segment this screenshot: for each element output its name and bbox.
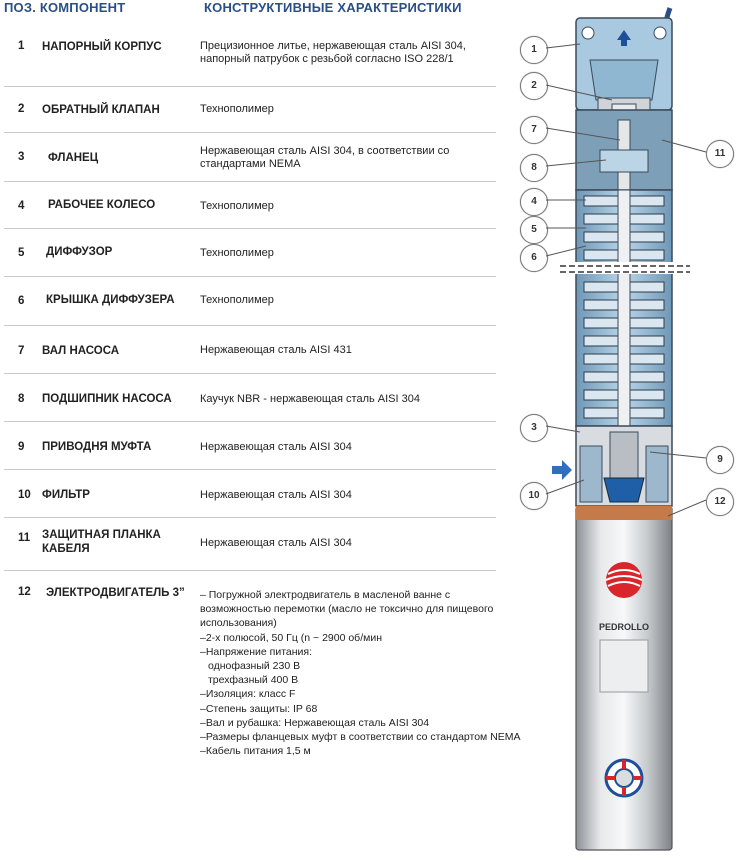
component-desc: Технополимер <box>200 294 274 306</box>
motor-desc-line: трехфазный 400 В <box>208 674 299 687</box>
component-desc: Технополимер <box>200 103 274 115</box>
component-desc: Нержавеющая сталь AISI 304 <box>200 537 352 549</box>
component-name: ПРИВОДНЯ МУФТА <box>42 441 152 453</box>
component-name: ОБРАТНЫЙ КЛАПАН <box>42 104 160 116</box>
callout-3: 3 <box>520 414 548 442</box>
component-desc: Технополимер <box>200 247 274 259</box>
callout-8: 8 <box>520 154 548 182</box>
callout-10: 10 <box>520 482 548 510</box>
component-desc: Нержавеющая сталь AISI 304 <box>200 441 352 453</box>
component-row-3 <box>4 133 496 182</box>
component-row-8 <box>4 374 496 422</box>
component-desc: Каучук NBR - нержавеющая сталь AISI 304 <box>200 393 420 405</box>
inlet-arrow-icon <box>552 460 572 480</box>
header-pos-component: ПОЗ. КОМПОНЕНТ <box>4 0 126 15</box>
component-desc: Нержавеющая сталь AISI 304, в соответствии со стандартами NEMA <box>200 145 450 170</box>
motor-desc-line: –Напряжение питания: <box>200 645 312 658</box>
callout-6: 6 <box>520 244 548 272</box>
brand-text: PEDROLLO <box>598 622 650 632</box>
motor-desc-line: использования) <box>200 617 277 630</box>
header-characteristics: КОНСТРУКТИВНЫЕ ХАРАКТЕРИСТИКИ <box>204 0 462 15</box>
pedrollo-logo <box>606 562 642 598</box>
component-name: ПОДШИПНИК НАСОСА <box>42 393 172 405</box>
callout-12: 12 <box>706 488 734 516</box>
component-desc: Нержавеющая сталь AISI 431 <box>200 344 352 356</box>
component-num: 9 <box>18 441 25 453</box>
callout-4: 4 <box>520 188 548 216</box>
coupling <box>610 432 638 478</box>
component-num: 3 <box>18 151 25 163</box>
component-num: 6 <box>18 295 25 307</box>
component-name: ЗАЩИТНАЯ ПЛАНКА КАБЕЛЯ <box>42 529 161 555</box>
component-desc: Нержавеющая сталь AISI 304 <box>200 489 352 501</box>
motor-desc-line: –2-х полюсой, 50 Гц (n ~ 2900 об/мин <box>200 631 382 644</box>
component-row-11 <box>4 518 496 571</box>
component-row-6 <box>4 277 496 326</box>
component-num: 7 <box>18 345 25 357</box>
component-name: ФИЛЬТР <box>42 489 90 501</box>
motor-desc-line: однофазный 230 В <box>208 660 301 673</box>
component-row-7 <box>4 326 496 374</box>
component-row-5 <box>4 229 496 277</box>
component-name: РАБОЧЕЕ КОЛЕСО <box>48 199 156 211</box>
component-num: 5 <box>18 247 25 259</box>
callout-5: 5 <box>520 216 548 244</box>
component-desc: Технополимер <box>200 200 274 212</box>
component-row-9 <box>4 422 496 470</box>
component-num: 12 <box>18 586 31 598</box>
motor-desc-line: –Степень защиты: IP 68 <box>200 702 318 715</box>
pump-cutaway-diagram <box>500 0 736 856</box>
component-name: КРЫШКА ДИФФУЗЕРА <box>46 294 175 306</box>
motor-desc-line: – Погружной электродвигатель в масленой ванне с <box>200 589 451 601</box>
component-num: 1 <box>18 40 25 52</box>
component-row-10 <box>4 470 496 518</box>
component-name: ДИФФУЗОР <box>46 246 113 258</box>
callout-1: 1 <box>520 36 548 64</box>
callout-9: 9 <box>706 446 734 474</box>
callout-7: 7 <box>520 116 548 144</box>
component-desc: Прецизионное литье, нержавеющая сталь AISI 304, напорный патрубок с резьбой согласно ISO 228/1 <box>200 40 466 65</box>
component-name: НАПОРНЫЙ КОРПУС <box>42 41 162 53</box>
motor-desc-line: –Вал и рубашка: Нержавеющая сталь AISI 304 <box>200 716 430 729</box>
component-name: ФЛАНЕЦ <box>48 152 99 164</box>
motor-desc-line: –Кабель питания 1,5 м <box>200 745 311 758</box>
component-row-1 <box>4 28 496 87</box>
component-num: 8 <box>18 393 25 405</box>
component-num: 4 <box>18 200 25 212</box>
component-num: 11 <box>18 532 31 544</box>
motor-desc-line: возможностью перемотки (масло не токсично для пищевого <box>200 603 494 616</box>
component-name: ВАЛ НАСОСА <box>42 345 120 357</box>
component-num: 10 <box>18 489 31 501</box>
component-name: ЭЛЕКТРОДВИГАТЕЛЬ 3” <box>46 587 185 599</box>
component-row-4 <box>4 182 496 229</box>
motor-rating-plate <box>600 640 648 692</box>
motor-desc-line: –Размеры фланцевых муфт в соответствии со стандартом NEMA <box>200 731 521 744</box>
callout-11: 11 <box>706 140 734 168</box>
callout-2: 2 <box>520 72 548 100</box>
component-row-2 <box>4 87 496 133</box>
strainer <box>580 446 602 502</box>
motor-desc-line: –Изоляция: класс F <box>200 688 296 701</box>
component-num: 2 <box>18 103 25 115</box>
